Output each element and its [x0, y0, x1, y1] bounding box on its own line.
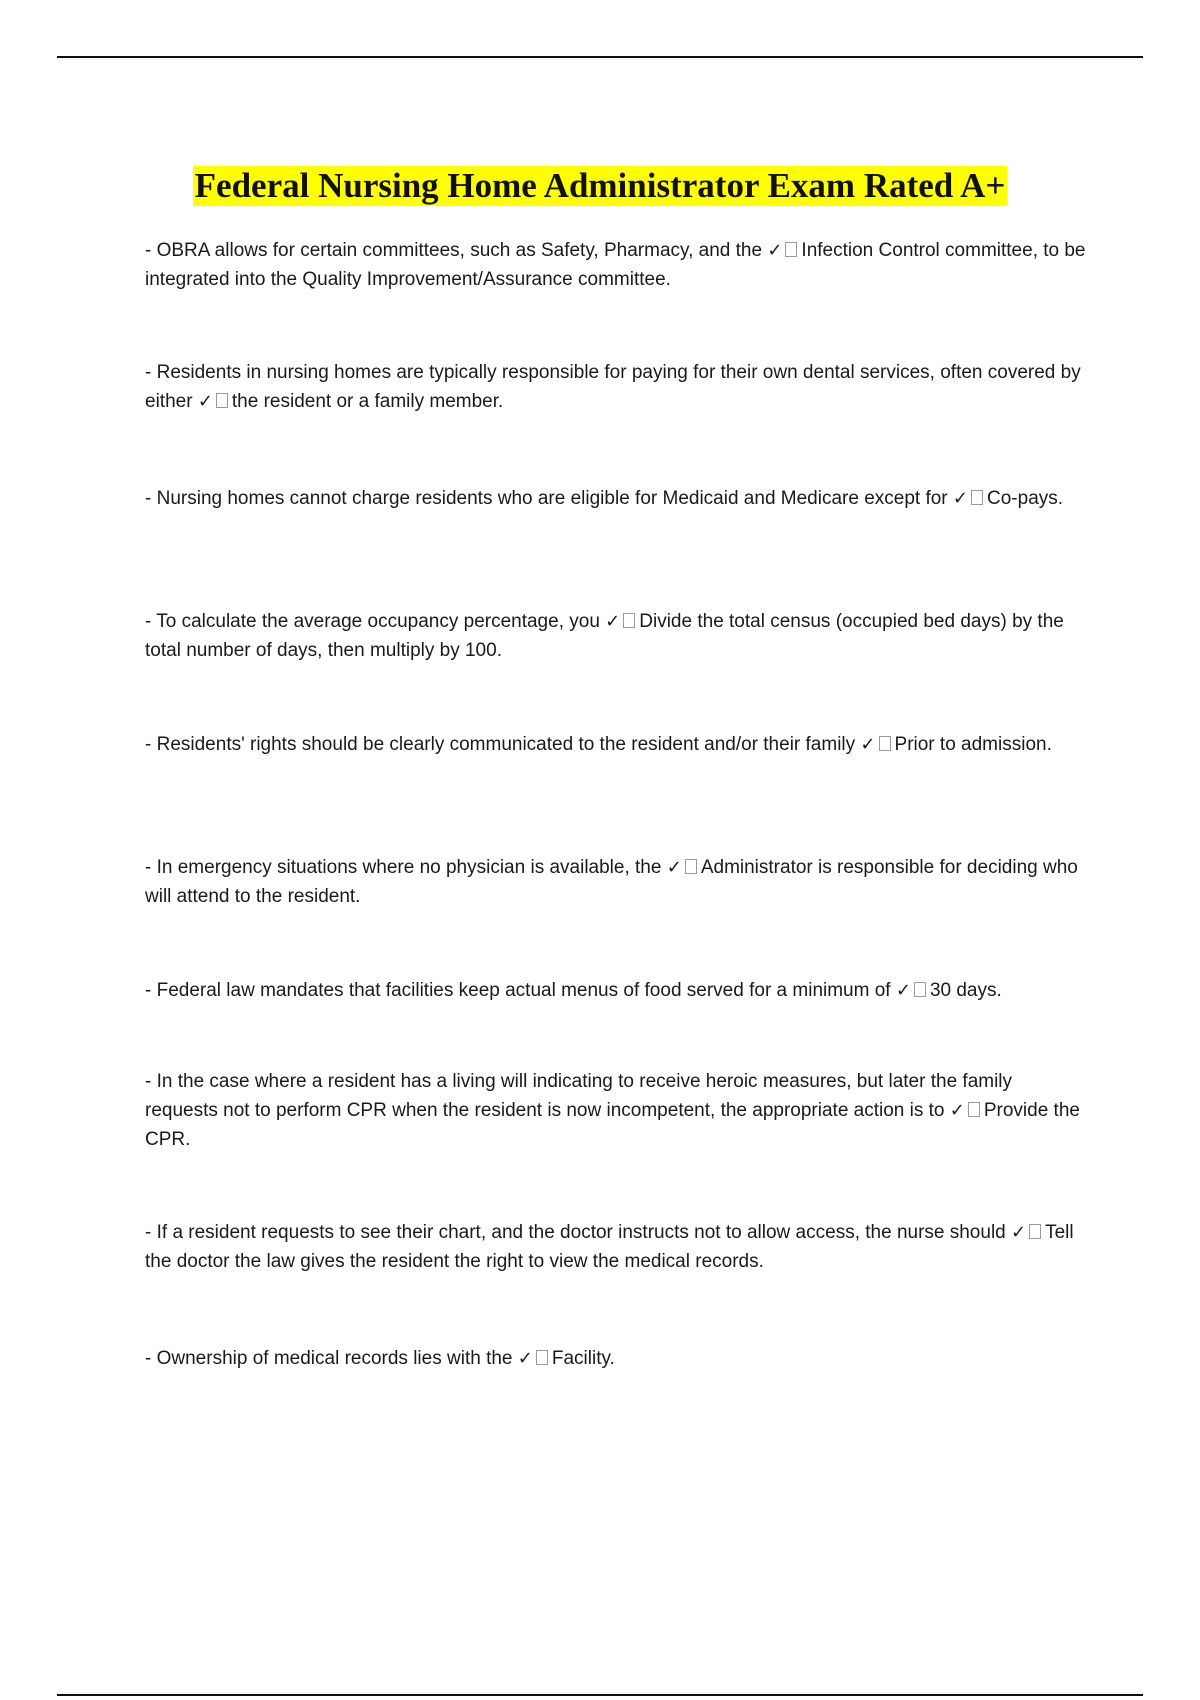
check-mark-icon: ✓: [767, 240, 783, 261]
check-mark-icon: ✓: [605, 611, 621, 632]
answer-box-icon: [785, 242, 797, 257]
qa-answer: Co-pays.: [987, 488, 1064, 509]
qa-prompt: - OBRA allows for certain committees, such as Safety, Pharmacy, and the: [145, 240, 763, 261]
title-container: [0, 166, 1200, 206]
qa-prompt: - If a resident requests to see their chart, and the doctor instructs not to allow access, the nurse should: [145, 1222, 1006, 1243]
answer-box-icon: [968, 1102, 980, 1117]
qa-prompt: - To calculate the average occupancy percentage, you: [145, 611, 600, 632]
qa-prompt: - Ownership of medical records lies with the: [145, 1348, 513, 1369]
check-mark-icon: ✓: [666, 857, 682, 878]
answer-box-icon: [971, 490, 983, 505]
answer-box-icon: [536, 1350, 548, 1365]
answer-box-icon: [914, 982, 926, 997]
top-rule: [57, 56, 1143, 58]
qa-answer: Facility.: [551, 1348, 615, 1369]
check-mark-icon: ✓: [197, 391, 213, 412]
document-title: Federal Nursing Home Administrator Exam Rated A+: [194, 166, 1006, 205]
qa-item-8: [145, 1067, 1090, 1154]
qa-item-7: [145, 976, 1090, 1005]
qa-item-10: [145, 1344, 1090, 1373]
qa-answer: the resident or a family member.: [231, 391, 504, 412]
qa-answer: Administrator is responsible for deciding who will attend to the resident.: [145, 857, 1078, 907]
qa-item-6: [145, 853, 1090, 911]
check-mark-icon: ✓: [860, 734, 876, 755]
answer-box-icon: [879, 736, 891, 751]
qa-answer: Provide the CPR.: [145, 1100, 1080, 1150]
check-mark-icon: ✓: [517, 1348, 533, 1369]
bottom-rule: [57, 1694, 1143, 1696]
answer-box-icon: [1029, 1224, 1041, 1239]
qa-answer: 30 days.: [929, 980, 1002, 1001]
qa-item-4: [145, 607, 1090, 665]
qa-answer: Divide the total census (occupied bed days) by the total number of days, then multiply by 100.: [145, 611, 1064, 661]
check-mark-icon: ✓: [895, 980, 911, 1001]
qa-prompt: - In emergency situations where no physician is available, the: [145, 857, 662, 878]
qa-item-5: [145, 730, 1090, 759]
check-mark-icon: ✓: [949, 1100, 965, 1121]
answer-box-icon: [623, 613, 635, 628]
answer-box-icon: [216, 393, 228, 408]
qa-prompt: - Federal law mandates that facilities keep actual menus of food served for a minimum of: [145, 980, 891, 1001]
qa-answer: Infection Control committee, to be integrated into the Quality Improvement/Assurance committee.: [145, 240, 1086, 290]
qa-answer: Tell the doctor the law gives the resident the right to view the medical records.: [145, 1222, 1074, 1272]
qa-prompt: - Nursing homes cannot charge residents who are eligible for Medicaid and Medicare except for: [145, 488, 948, 509]
check-mark-icon: ✓: [952, 488, 969, 509]
qa-prompt: - Residents' rights should be clearly communicated to the resident and/or their family: [145, 734, 856, 755]
qa-item-9: [145, 1218, 1090, 1276]
qa-item-2: [145, 358, 1090, 416]
qa-prompt: - In the case where a resident has a living will indicating to receive heroic measures, but later the family requests not to perform CPR when the resident is now incompetent, the appropriate action is to: [145, 1071, 1013, 1121]
check-mark-icon: ✓: [1011, 1222, 1027, 1243]
qa-answer: Prior to admission.: [894, 734, 1052, 755]
qa-item-1: [145, 236, 1090, 294]
answer-box-icon: [685, 859, 697, 874]
qa-item-3: [145, 484, 1090, 513]
qa-prompt: - Residents in nursing homes are typically responsible for paying for their own dental services, often covered by either: [145, 362, 1081, 412]
